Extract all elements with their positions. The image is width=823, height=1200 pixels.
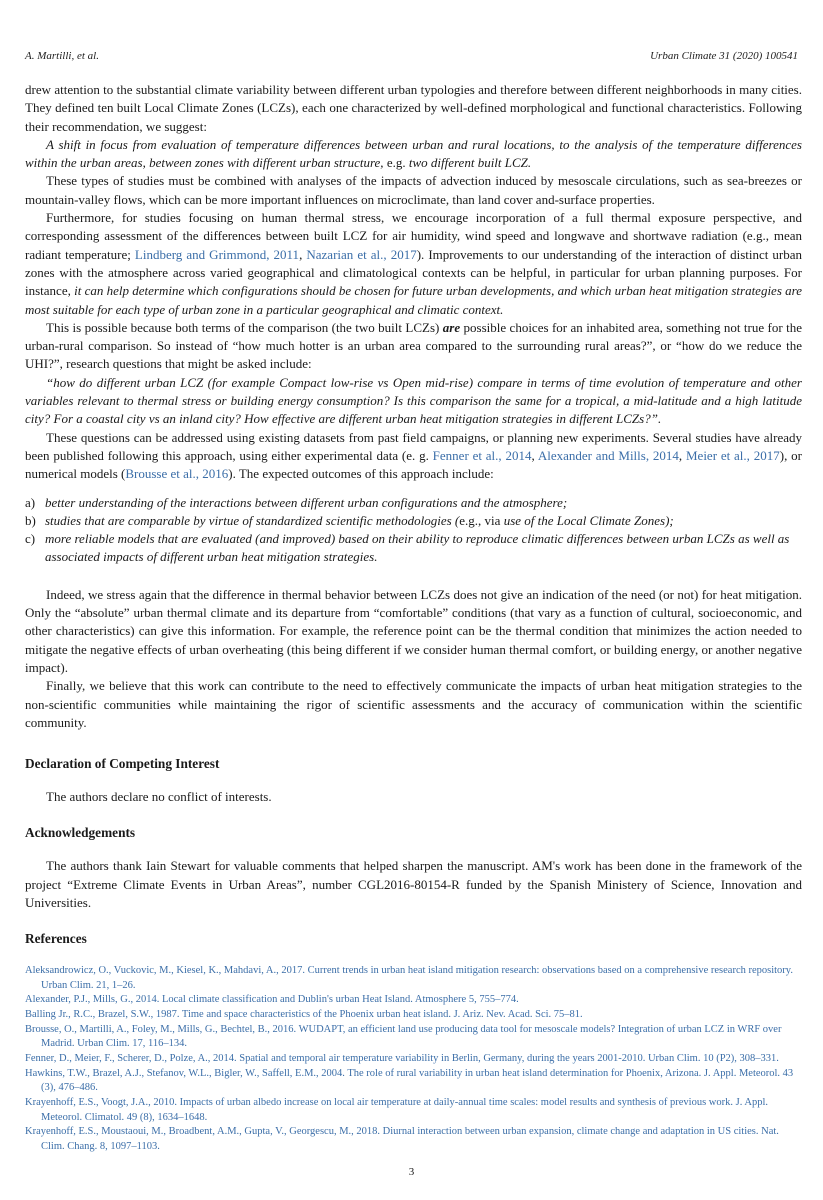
outcomes-list (25, 494, 802, 567)
p5-text-b: possible choices for an inhabited area, something not true for the urban-rural comparison. So instead of “how much hotter is an urban area compared to the surrounding rural areas?”, or “how do we reduce the UHI?”, research questions that might be asked include: (25, 319, 802, 372)
reference-item[interactable]: Krayenhoff, E.S., Moustaoui, M., Broadbent, A.M., Gupta, V., Georgescu, M., 2018. Diurnal interaction between urban expansion, climate change and adaptation in US cities. Nat. Clim. Chang. 8, 1097–1103. (25, 1126, 779, 1152)
citation-link[interactable]: Fenner et al., 2014 (432, 447, 532, 463)
reference-item[interactable]: Brousse, O., Martilli, A., Foley, M., Mills, G., Bechtel, B., 2016. WUDAPT, an efficient land use producing data tool for mesoscale models? Integration of urban LCZ in WRF over Madrid. Urban Clim. 17, 116–134. (25, 1024, 782, 1050)
p7-text-c: ). The expected outcomes of this approach include: (228, 466, 494, 482)
paragraph-5 (25, 319, 802, 374)
section-heading-ack: Acknowledgements (25, 825, 136, 841)
section-heading-coi: Declaration of Competing Interest (25, 756, 220, 772)
header-authors: A. Martilli, et al. (25, 50, 99, 62)
list-item-text: better understanding of the interactions between different urban configurations and the atmosphere; (45, 494, 568, 510)
p5-text-a: This is possible because both terms of the comparison (the two built LCZs) (46, 319, 443, 335)
list-marker: a) (25, 494, 36, 510)
p4-text-a: Furthermore, for studies focusing on human thermal stress, we encourage incorporation of a full thermal exposure perspective, and corresponding assessment of the differences between built LCZ for air humidity, wind speed and longwave and shortwave radiation (e.g., mean radiant temperature; (25, 210, 802, 262)
reference-item[interactable]: Aleksandrowicz, O., Vuckovic, M., Kiesel, K., Mahdavi, A., 2017. Current trends in urban heat island mitigation research: observations based on a comprehensive research repository. Urban Clim. 21, 1–26. (25, 965, 793, 991)
p7-text-b: ), or numerical models ( (25, 447, 802, 482)
reference-item[interactable]: Krayenhoff, E.S., Voogt, J.A., 2010. Impacts of urban albedo increase on local air temperature at daily-annual time scales: model results and synthesis of previous work. J. Appl. Meteorol. Climatol. 49 (8), 1634–1648. (25, 1097, 768, 1123)
reference-item[interactable]: Hawkins, T.W., Brazel, A.J., Stefanov, W.L., Bigler, W., Saffell, E.M., 2004. The role of rural variability in urban heat island determination for Phoenix, Arizona. J. Appl. Meteorol. 43 (3), 476–486. (25, 1068, 794, 1094)
paragraph-1: drew attention to the substantial climate variability between different urban typologies and therefore between different neighborhoods in many cities. They defined ten built Local Climate Zones (LCZs), each one characterized by well-defined morphological and functional characteristics. Following their recommendation, we suggest: (25, 82, 802, 134)
eg-text: e.g. (383, 155, 409, 171)
p7-sep-2: , (678, 447, 686, 463)
citation-link[interactable]: Alexander and Mills, 2014 (537, 447, 679, 463)
paragraph-9: Finally, we believe that this work can contribute to the need to effectively communicate the impacts of urban heat mitigation strategies to the non-scientific communities while maintaining the rigor of scientific assessments and the accuracy of communication within the scientific community. (25, 678, 802, 730)
p4-emphasis: it can help determine which configurations should be chosen for future urban developments, and which urban heat mitigation strategies are most suitable for each type of urban zone in a particular geographical and climatic context. (25, 283, 802, 317)
emphasis-text-2: two different built LCZ. (408, 155, 532, 171)
list-item (25, 530, 802, 567)
running-header (25, 50, 798, 64)
article-body (25, 81, 802, 1155)
citation-link[interactable]: Brousse et al., 2016 (125, 466, 229, 482)
reference-item[interactable]: Balling Jr., R.C., Brazel, S.W., 1987. Time and space characteristics of the Phoenix urban heat island. J. Ariz. Nev. Acad. Sci. 75–81. (25, 1009, 583, 1021)
p7-sep: , (531, 447, 538, 463)
paragraph-8: Indeed, we stress again that the difference in thermal behavior between LCZs does not give an indication of the need (or not) for heat mitigation. Only the “absolute” urban thermal climate and its departure from “comfortable” conditions (that vary as a function of cultural, socioeconomic, and other characteristics) can give this information. For example, the reference point can be the thermal condition that minimizes the action needed to mitigate the negative effects of urban overheating (this being different if we consider human thermal comfort, or building energy, or another negative impact). (25, 586, 802, 675)
p5-bold-are: are (442, 319, 461, 335)
paragraph-2 (25, 136, 802, 173)
p6-quote: “how do different urban LCZ (for example Compact low-rise vs Open mid-rise) compare in terms of time evolution of temperature and other variables relevant to thermal stress or building energy consumption? Is this comparison the same for a tropical, a mid-latitude and a high latitude city? For a coastal city vs an inland city? How effective are different urban heat mitigation strategies in different LCZs?”. (25, 374, 802, 427)
coi-text: The authors declare no conflict of interests. (46, 789, 272, 805)
p4-sep: , (299, 246, 307, 262)
ack-text: The authors thank Iain Stewart for valuable comments that helped sharpen the manuscript. AM's work has been done in the framework of the project “Extreme Climate Events in Urban Areas”, number CGL2016-80154-R funded by the Spanish Ministery of Science, Innovation and Universities. (25, 858, 802, 910)
list-marker: b) (25, 512, 36, 528)
page-number: 3 (408, 1166, 415, 1178)
p4-text-b: ). Improvements to our understanding of the interaction of distinct urban zones with the atmosphere across varied geographical and climatological contexts can be helpful, in particular for urban planning purposes. For instance, (25, 246, 803, 299)
emphasis-text: A shift in focus from evaluation of temperature differences between urban and rural locations, to the analysis of the temperature differences within the urban areas, between zones with different urban structure, (25, 136, 802, 171)
list-marker: c) (25, 531, 36, 547)
list-item (25, 494, 802, 512)
reference-item[interactable]: Fenner, D., Meier, F., Scherer, D., Polze, A., 2014. Spatial and temporal air temperature variability in Berlin, Germany, during the years 2001-2010. Urban Clim. 10 (P2), 308–331. (25, 1053, 779, 1065)
list-item-via: via (484, 512, 501, 528)
list-item (25, 512, 802, 530)
reference-item[interactable]: Alexander, P.J., Mills, G., 2014. Local climate classification and Dublin's urban Heat Island. Atmosphere 5, 755–774. (25, 994, 519, 1006)
list-item-text-b: use of the Local Climate Zones); (500, 512, 674, 528)
citation-link[interactable]: Lindberg and Grimmond, 2011 (134, 246, 300, 262)
list-item-eg: e.g., (459, 512, 485, 528)
list-item-text: studies that are comparable by virtue of standardized scientific methodologies ( (45, 512, 460, 528)
reference-list (25, 964, 802, 1154)
citation-link[interactable]: Meier et al., 2017 (685, 447, 780, 463)
section-heading-references: References (25, 931, 87, 947)
paragraph-3: These types of studies must be combined with analyses of the impacts of advection induced by mesoscale circulations, such as sea-breezes or mountain-valley flows, which can be more important influences on microclimate, than land cover and-surface properties. (25, 173, 802, 207)
header-journal: Urban Climate 31 (2020) 100541 (650, 50, 798, 62)
citation-link[interactable]: Nazarian et al., 2017 (306, 246, 417, 262)
paragraph-4 (25, 209, 802, 319)
paragraph-6-quote (25, 374, 802, 429)
list-item-text: more reliable models that are evaluated (and improved) based on their ability to reproduce climatic differences between urban LCZs as well as associated impacts of different urban heat mitigation strategies. (45, 531, 790, 565)
p7-text-a: These questions can be addressed using existing datasets from past field campaigns, or planning new experiments. Several studies have already been published following this approach, using either experimental data (e. g. (25, 429, 802, 463)
paragraph-7 (25, 429, 802, 484)
